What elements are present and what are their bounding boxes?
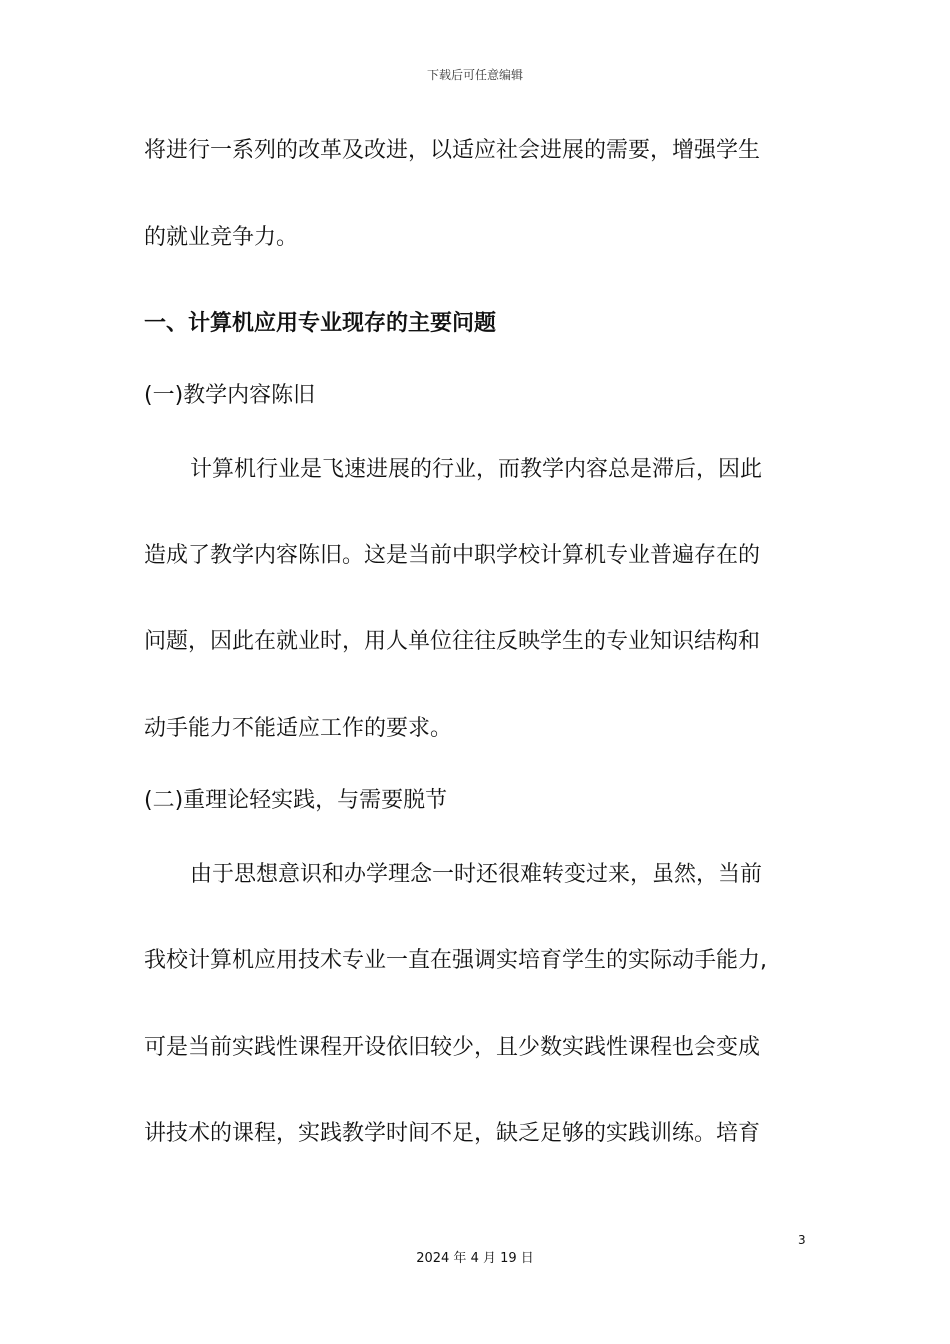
page-footer-date: 2024 年 4 月 19 日 xyxy=(416,1251,534,1266)
body-line: 将进行一系列的改革及改进，以适应社会进展的需要，增强学生 xyxy=(144,138,761,163)
body-line: 问题，因此在就业时，用人单位往往反映学生的专业知识结构和 xyxy=(144,629,761,654)
body-line: 计算机行业是飞速进展的行业，而教学内容总是滞后，因此 xyxy=(190,457,763,482)
body-line: 造成了教学内容陈旧。这是当前中职学校计算机专业普遍存在的 xyxy=(144,543,761,568)
page-number: 3 xyxy=(798,1233,806,1247)
body-line: 由于思想意识和办学理念一时还很难转变过来，虽然，当前 xyxy=(190,862,763,887)
subsection-heading: (一)教学内容陈旧 xyxy=(144,383,316,408)
body-line: 的就业竞争力。 xyxy=(144,225,299,250)
body-line: 我校计算机应用技术专业一直在强调实培育学生的实际动手能力, xyxy=(144,948,767,973)
body-line: 动手能力不能适应工作的要求。 xyxy=(144,716,453,741)
page-header: 下载后可任意编辑 xyxy=(426,68,523,82)
section-heading: 一、计算机应用专业现存的主要问题 xyxy=(144,311,497,336)
body-line: 讲技术的课程，实践教学时间不足，缺乏足够的实践训练。培育 xyxy=(144,1121,761,1146)
subsection-heading: (二)重理论轻实践，与需要脱节 xyxy=(144,788,448,813)
body-line: 可是当前实践性课程开设依旧较少，且少数实践性课程也会变成 xyxy=(144,1035,761,1060)
